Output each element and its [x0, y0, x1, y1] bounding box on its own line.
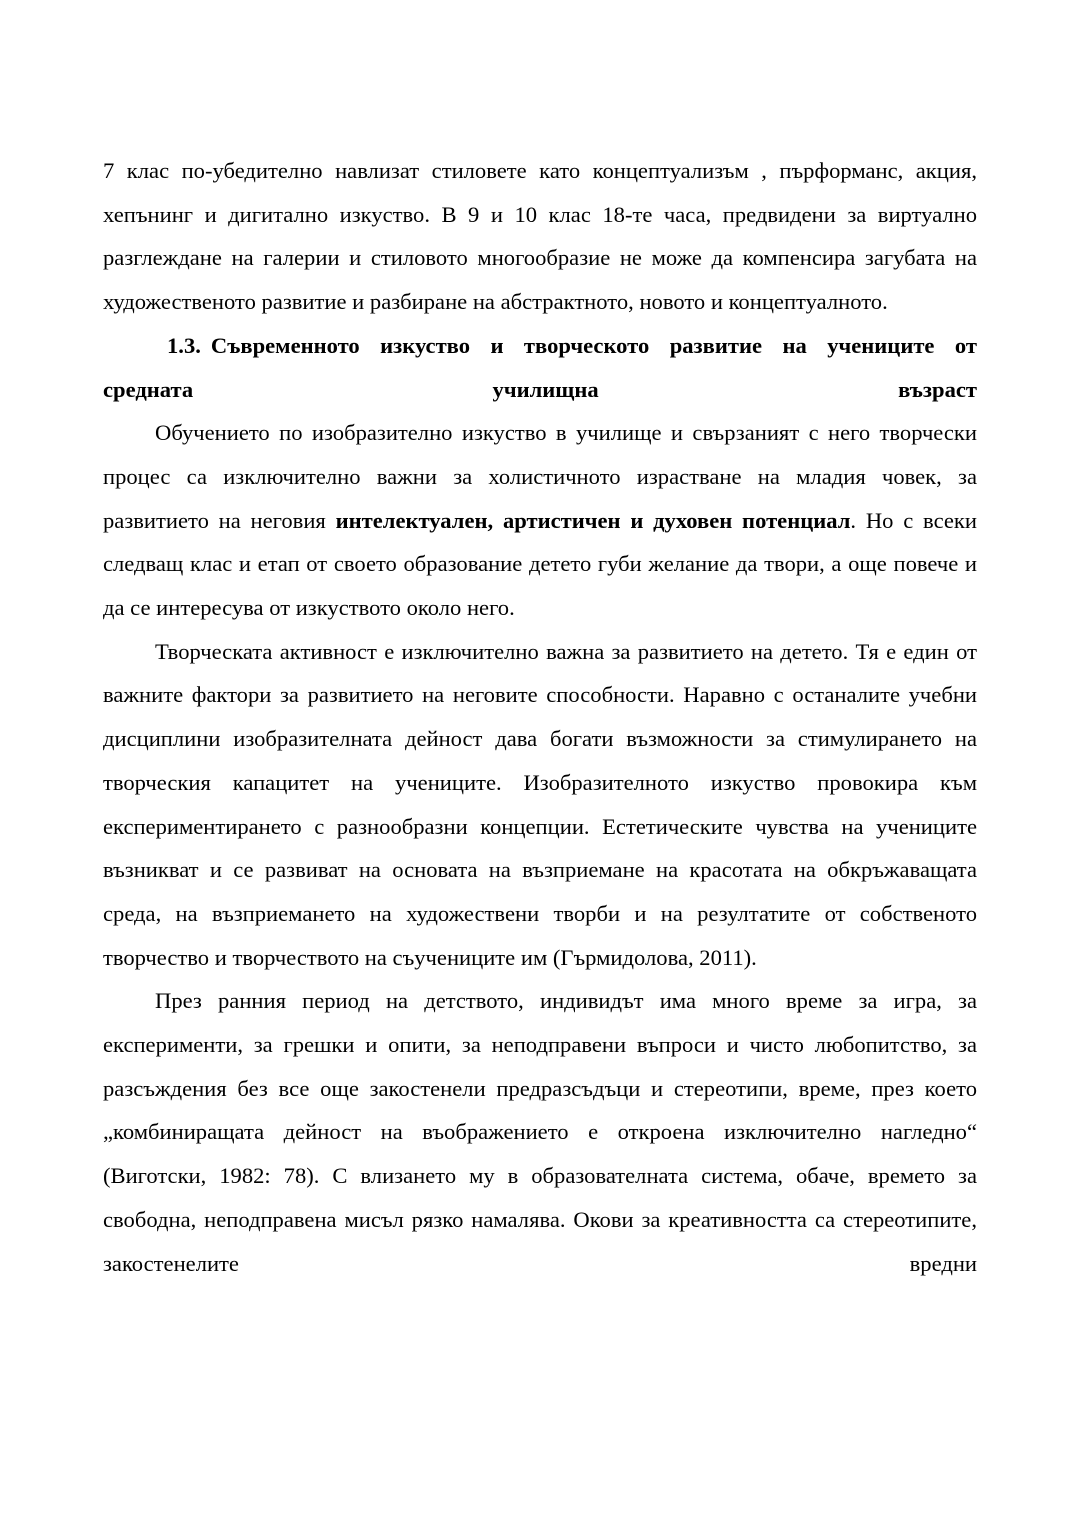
section-title-part1: Съвременното изкуство и творческото развитие на учениците от [210, 332, 977, 358]
section-number: 1.3. [167, 332, 201, 358]
paragraph-3: През ранния период на детството, индивидът има много време за игра, за експерименти, за грешки и опити, за неподправени въпроси и чисто любопитство, за разсъждения без все още закостенели предразсъдъци и стереотипи, време, през което „комбиниращата дейност на въображението е откроена изключително нагледно“ (Виготски, 1982: 78). С влизането му в образователната система, обаче, времето за свободна, неподправена мисъл рязко намалява. Окови за креативността са стереотипите, закостенелите вредни [103, 988, 977, 1276]
paragraph-intro: 7 клас по-убедително навлизат стиловете като концептуализъм , пърформанс, акция, хепънинг и дигитално изкуство. В 9 и 10 клас 18-те часа, предвидени за виртуално разглеждане на галерии и стиловото многообразие не може да компенсира загубата на художественото развитие и разбиране на абстрактното, новото и концептуалното. [103, 158, 977, 315]
paragraph-2: Творческата активност е изключително важна за развитието на детето. Тя е един от важните фактори за развитието на неговите способности. Наравно с останалите учебни дисциплини изобразителната дейност дава богати възможности за стимулирането на творческия капацитет на учениците. Изобразителното изкуство провокира към експериментирането с разнообразни концепции. Естетическите чувства на учениците възникват и се развиват на основата на възприемане на красотата на обкръжаващата среда, на възприемането на художествени творби и на резултатите от собственото творчество и творчеството на съучениците им (Гърмидолова, 2011). [103, 638, 977, 970]
section-heading [103, 324, 977, 411]
paragraph-1-start: Обучението по изобразително изкуство в училище и свързаният с него творчески процес са изключително важни за холистичното израстване на младия човек, за развитието на неговия [103, 420, 977, 533]
paragraph-1-bold: интелектуален, артистичен и духовен потенциал [335, 507, 851, 533]
paragraph-1 [103, 411, 977, 630]
document-page [103, 149, 977, 1285]
paragraph-1-end: . Но с всеки следващ клас и етап от своето образование детето губи желание да твори, а още повече и да се интересува от изкуството около него. [103, 507, 977, 621]
section-title-part2: средната училищна възраст [103, 376, 977, 402]
